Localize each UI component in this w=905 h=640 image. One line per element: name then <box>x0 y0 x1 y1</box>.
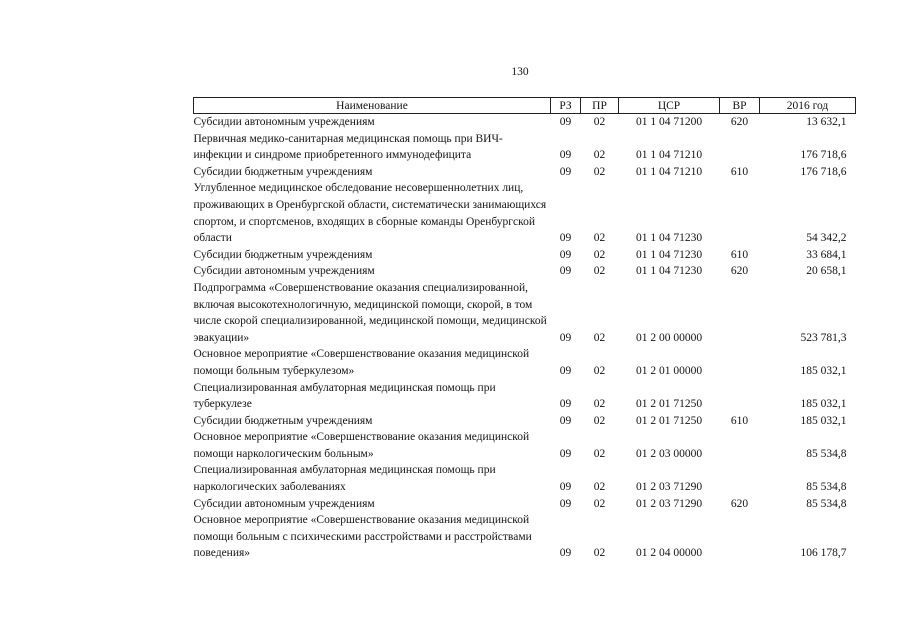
row-sum: 185 032,1 <box>800 364 847 377</box>
row-pr: 02 <box>593 497 606 510</box>
row-pr: 02 <box>593 447 606 460</box>
row-csr: 01 2 01 00000 <box>635 364 703 377</box>
row-name: Субсидии бюджетным учреждениям <box>193 414 373 427</box>
row-rz: 09 <box>559 232 572 245</box>
row-vr <box>720 131 760 164</box>
row-name: Подпрограмма «Совершенствование оказания специализированной, включая высокотехнологичную, медицинской помощи, скорой, в том числе скорой специализированной, медицинской помощи, медицинской эвакуации» <box>193 281 547 344</box>
row-name: Субсидии бюджетным учреждениям <box>193 248 373 261</box>
table-body <box>194 114 856 563</box>
row-sum: 523 781,3 <box>800 331 847 344</box>
row-sum: 185 032,1 <box>800 398 847 411</box>
row-sum: 20 658,1 <box>806 265 847 278</box>
row-rz: 09 <box>559 547 572 560</box>
row-name: Субсидии автономным учреждениям <box>193 116 375 128</box>
row-vr <box>720 512 760 562</box>
row-csr: 01 1 04 71210 <box>635 149 703 162</box>
row-name: Субсидии автономным учреждениям <box>193 265 375 278</box>
budget-table <box>193 97 856 562</box>
row-pr: 02 <box>593 331 606 344</box>
row-rz: 09 <box>559 265 572 278</box>
row-name: Субсидии автономным учреждениям <box>193 497 375 510</box>
row-rz: 09 <box>559 447 572 460</box>
row-rz: 09 <box>559 414 572 427</box>
row-pr: 02 <box>593 265 606 278</box>
row-csr: 01 2 04 00000 <box>635 547 703 560</box>
row-csr: 01 2 03 71290 <box>635 481 703 494</box>
row-sum: 13 632,1 <box>806 116 847 128</box>
row-csr: 01 1 04 71230 <box>635 248 703 261</box>
row-rz: 09 <box>559 331 572 344</box>
page-number: 130 <box>511 66 529 78</box>
column-header-sum: 2016 год <box>760 98 856 114</box>
row-pr: 02 <box>593 232 606 245</box>
table-row <box>194 380 856 413</box>
row-csr: 01 2 01 71250 <box>635 414 703 427</box>
row-rz: 09 <box>559 398 572 411</box>
column-header-csr: ЦСР <box>619 98 720 114</box>
column-header-pr: ПР <box>581 98 619 114</box>
row-sum: 106 178,7 <box>800 547 847 560</box>
row-sum: 54 342,2 <box>806 232 847 245</box>
row-vr: 610 <box>730 414 749 427</box>
table-row <box>194 180 856 246</box>
row-sum: 33 684,1 <box>806 248 847 261</box>
row-csr: 01 1 04 71210 <box>635 165 703 178</box>
table-row <box>194 346 856 379</box>
table-row <box>194 429 856 462</box>
row-rz: 09 <box>559 116 572 128</box>
table-row <box>194 164 856 181</box>
row-vr: 620 <box>730 497 749 510</box>
row-vr <box>720 280 760 346</box>
table-row <box>194 247 856 264</box>
row-csr: 01 2 03 00000 <box>635 447 703 460</box>
row-csr: 01 1 04 71230 <box>635 232 703 245</box>
row-csr: 01 2 03 71290 <box>635 497 703 510</box>
row-sum: 85 534,8 <box>806 447 847 460</box>
row-vr <box>720 346 760 379</box>
row-rz: 09 <box>559 248 572 261</box>
column-header-vr: ВР <box>720 98 760 114</box>
row-pr: 02 <box>593 547 606 560</box>
row-csr: 01 1 04 71200 <box>635 116 703 128</box>
table-row <box>194 462 856 495</box>
row-pr: 02 <box>593 248 606 261</box>
header-row <box>194 98 856 114</box>
row-rz: 09 <box>559 364 572 377</box>
row-sum: 185 032,1 <box>800 414 847 427</box>
row-rz: 09 <box>559 149 572 162</box>
row-pr: 02 <box>593 481 606 494</box>
row-pr: 02 <box>593 116 606 128</box>
row-pr: 02 <box>593 364 606 377</box>
row-vr: 620 <box>730 116 749 128</box>
row-sum: 176 718,6 <box>800 149 847 162</box>
row-name: Основное мероприятие «Совершенствование оказания медицинской помощи больным туберкулезом» <box>193 348 530 377</box>
row-vr <box>720 429 760 462</box>
row-name: Первичная медико-санитарная медицинская помощь при ВИЧ-инфекции и синдроме приобретенного иммунодефицита <box>193 132 503 162</box>
row-name: Углубленное медицинское обследование несовершеннолетних лиц, проживающих в Оренбургской области, систематически занимающихся спортом, и спортсменов, входящих в сборные команды Оренбургской области <box>193 182 547 245</box>
row-rz: 09 <box>559 481 572 494</box>
column-header-rz: РЗ <box>551 98 581 114</box>
table-header <box>194 98 856 114</box>
row-csr: 01 2 00 00000 <box>635 331 703 344</box>
row-name: Специализированная амбулаторная медицинская помощь при наркологических заболеваниях <box>193 464 496 494</box>
row-pr: 02 <box>593 398 606 411</box>
row-rz: 09 <box>559 497 572 510</box>
table-row <box>194 131 856 164</box>
row-vr: 610 <box>730 248 749 261</box>
row-pr: 02 <box>593 165 606 178</box>
table-row <box>194 512 856 562</box>
row-vr <box>720 380 760 413</box>
row-csr: 01 2 01 71250 <box>635 398 703 411</box>
row-name: Субсидии бюджетным учреждениям <box>193 165 373 178</box>
row-pr: 02 <box>593 149 606 162</box>
row-pr: 02 <box>593 414 606 427</box>
table-row <box>194 496 856 513</box>
row-csr: 01 1 04 71230 <box>635 265 703 278</box>
row-vr: 610 <box>730 165 749 178</box>
table-row <box>194 114 856 131</box>
row-vr <box>720 180 760 246</box>
row-name: Основное мероприятие «Совершенствование оказания медицинской помощи больным с психическими расстройствами и расстройствами поведения» <box>193 514 532 560</box>
row-sum: 85 534,8 <box>806 497 847 510</box>
table-row <box>194 263 856 280</box>
row-name: Основное мероприятие «Совершенствование оказания медицинской помощи наркологическим больным» <box>193 431 530 460</box>
row-vr: 620 <box>730 265 749 278</box>
row-sum: 176 718,6 <box>800 165 847 178</box>
row-sum: 85 534,8 <box>806 481 847 494</box>
table-row <box>194 413 856 430</box>
row-name: Специализированная амбулаторная медицинская помощь при туберкулезе <box>193 381 496 411</box>
table-row <box>194 280 856 346</box>
column-header-name: Наименование <box>194 98 551 114</box>
row-vr <box>720 462 760 495</box>
row-rz: 09 <box>559 165 572 178</box>
